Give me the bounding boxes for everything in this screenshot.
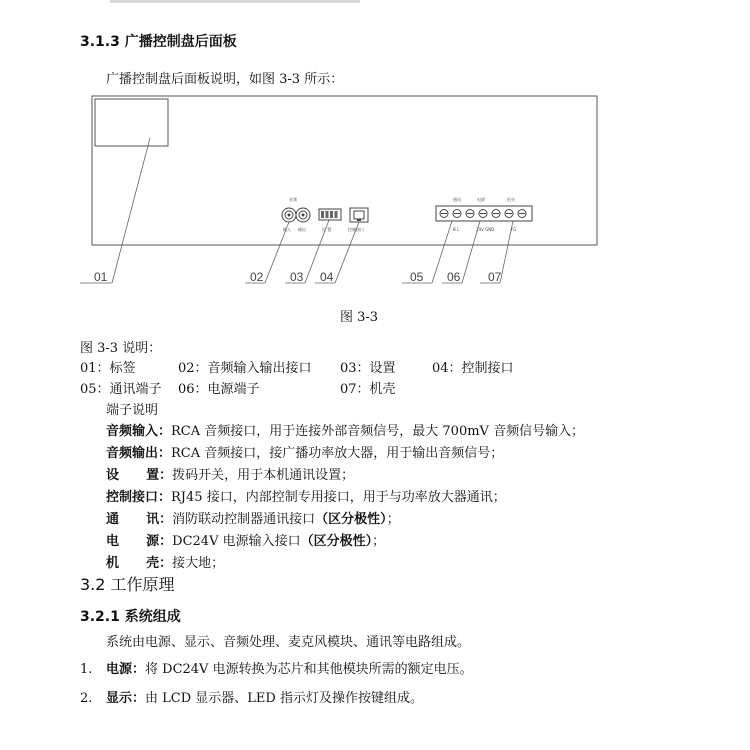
section-321-intro: 系统由电源、显示、音频处理、麦克风模块、通讯等电路组成。: [106, 635, 471, 650]
terminal-label: 音频输出：: [106, 446, 172, 461]
callout-06: 06: [447, 270, 461, 284]
callout-03: 03: [290, 270, 304, 284]
audio-in-label: 输入: [283, 227, 291, 232]
terminal-row: [106, 508, 400, 527]
power-label: 电源: [477, 197, 485, 202]
figure-caption: 图 3-3: [340, 310, 379, 325]
audio-group-label: 音频: [289, 197, 297, 202]
terminal-row: [106, 464, 354, 483]
terminal-row: [106, 552, 224, 571]
list-text: 由 LCD 显示器、LED 指示灯及操作按键组成。: [145, 691, 423, 706]
terminal-label: 电 源：: [106, 534, 173, 549]
callout-02: 02: [250, 270, 264, 284]
terminal-row: [106, 420, 584, 439]
header-strip: [110, 0, 360, 3]
section-intro: 广播控制盘后面板说明，如图 3-3 所示：: [106, 72, 344, 87]
terminal-desc: 接大地；: [172, 556, 225, 571]
polarity-note: （区分极性）: [315, 512, 387, 527]
terminal-label: 音频输入：: [106, 424, 172, 439]
rear-panel-drawing: [80, 90, 605, 290]
section-title-3-1-3: 3.1.3 广播控制盘后面板: [80, 34, 237, 50]
list-text: 将 DC24V 电源转换为芯片和其他模块所需的额定电压。: [145, 662, 473, 677]
terminal-row: [106, 530, 385, 549]
audio-out-label: 输出: [298, 227, 306, 232]
legend-item-01: 01：标签: [80, 361, 136, 376]
legend-item-05: 05：通讯端子: [80, 382, 162, 397]
list-item: [80, 658, 473, 677]
terminal-row: [106, 486, 506, 505]
terminal-label: 设 置：: [106, 468, 173, 483]
rca-out-jack: [296, 208, 310, 222]
terminal-tail: ；: [386, 512, 400, 527]
chassis-label: 机壳: [507, 197, 515, 202]
legend-item-07: 07：机壳: [340, 382, 396, 397]
comm-pin-labels: B L: [453, 227, 460, 232]
section-title-3-2: 3.2 工作原理: [80, 575, 175, 594]
chassis-pin-label: FG: [511, 227, 517, 232]
rj45-port: [350, 208, 368, 222]
terminal-desc: 拨码开关，用于本机通讯设置；: [172, 468, 355, 483]
list-label: 电源：: [106, 662, 146, 677]
callout-04: 04: [320, 270, 334, 284]
terminal-label: 通 讯：: [106, 512, 173, 527]
polarity-note: （区分极性）: [300, 534, 373, 549]
list-label: 显示：: [106, 691, 146, 706]
callout-05: 05: [410, 270, 424, 284]
dip-switch: [319, 209, 341, 220]
list-number: 1.: [80, 662, 93, 677]
terminal-label: 控制接口：: [106, 490, 172, 505]
list-number: 2.: [80, 691, 93, 706]
terminal-desc: RCA 音频接口，接广播功率放大器，用于输出音频信号；: [171, 446, 504, 461]
control-port-label: 控制接口: [348, 227, 364, 232]
legend-item-04: 04：控制接口: [432, 361, 514, 376]
power-pin-labels: 24V GND: [476, 227, 495, 232]
setting-label: 设 置: [322, 227, 332, 232]
legend-subheading: 端子说明: [106, 403, 159, 418]
terminal-row: [106, 442, 503, 461]
rear-panel-diagram: [80, 90, 605, 290]
rca-in-jack: [282, 208, 296, 222]
terminal-desc: RCA 音频接口，用于连接外部音频信号，最大 700mV 音频信号输入；: [171, 424, 585, 439]
terminal-desc: 消防联动控制器通讯接口: [172, 512, 316, 527]
callout-leaders: [80, 138, 513, 283]
legend-item-03: 03：设置: [340, 361, 396, 376]
terminal-desc: DC24V 电源输入接口: [172, 534, 301, 549]
comm-label: 通讯: [453, 197, 461, 202]
label-area: [95, 99, 168, 146]
section-title-3-2-1: 3.2.1 系统组成: [80, 609, 181, 625]
legend-item-06: 06：电源端子: [178, 382, 260, 397]
terminal-label: 机 壳：: [106, 556, 173, 571]
list-item: [80, 687, 423, 706]
terminal-block: [436, 206, 532, 221]
callout-07: 07: [488, 270, 502, 284]
callout-01: 01: [94, 270, 108, 284]
legend-heading: 图 3-3 说明：: [80, 341, 162, 356]
legend-item-02: 02：音频输入输出接口: [178, 361, 312, 376]
terminal-desc: RJ45 接口，内部控制专用接口，用于与功率放大器通讯；: [171, 490, 506, 505]
terminal-tail: ；: [372, 534, 386, 549]
